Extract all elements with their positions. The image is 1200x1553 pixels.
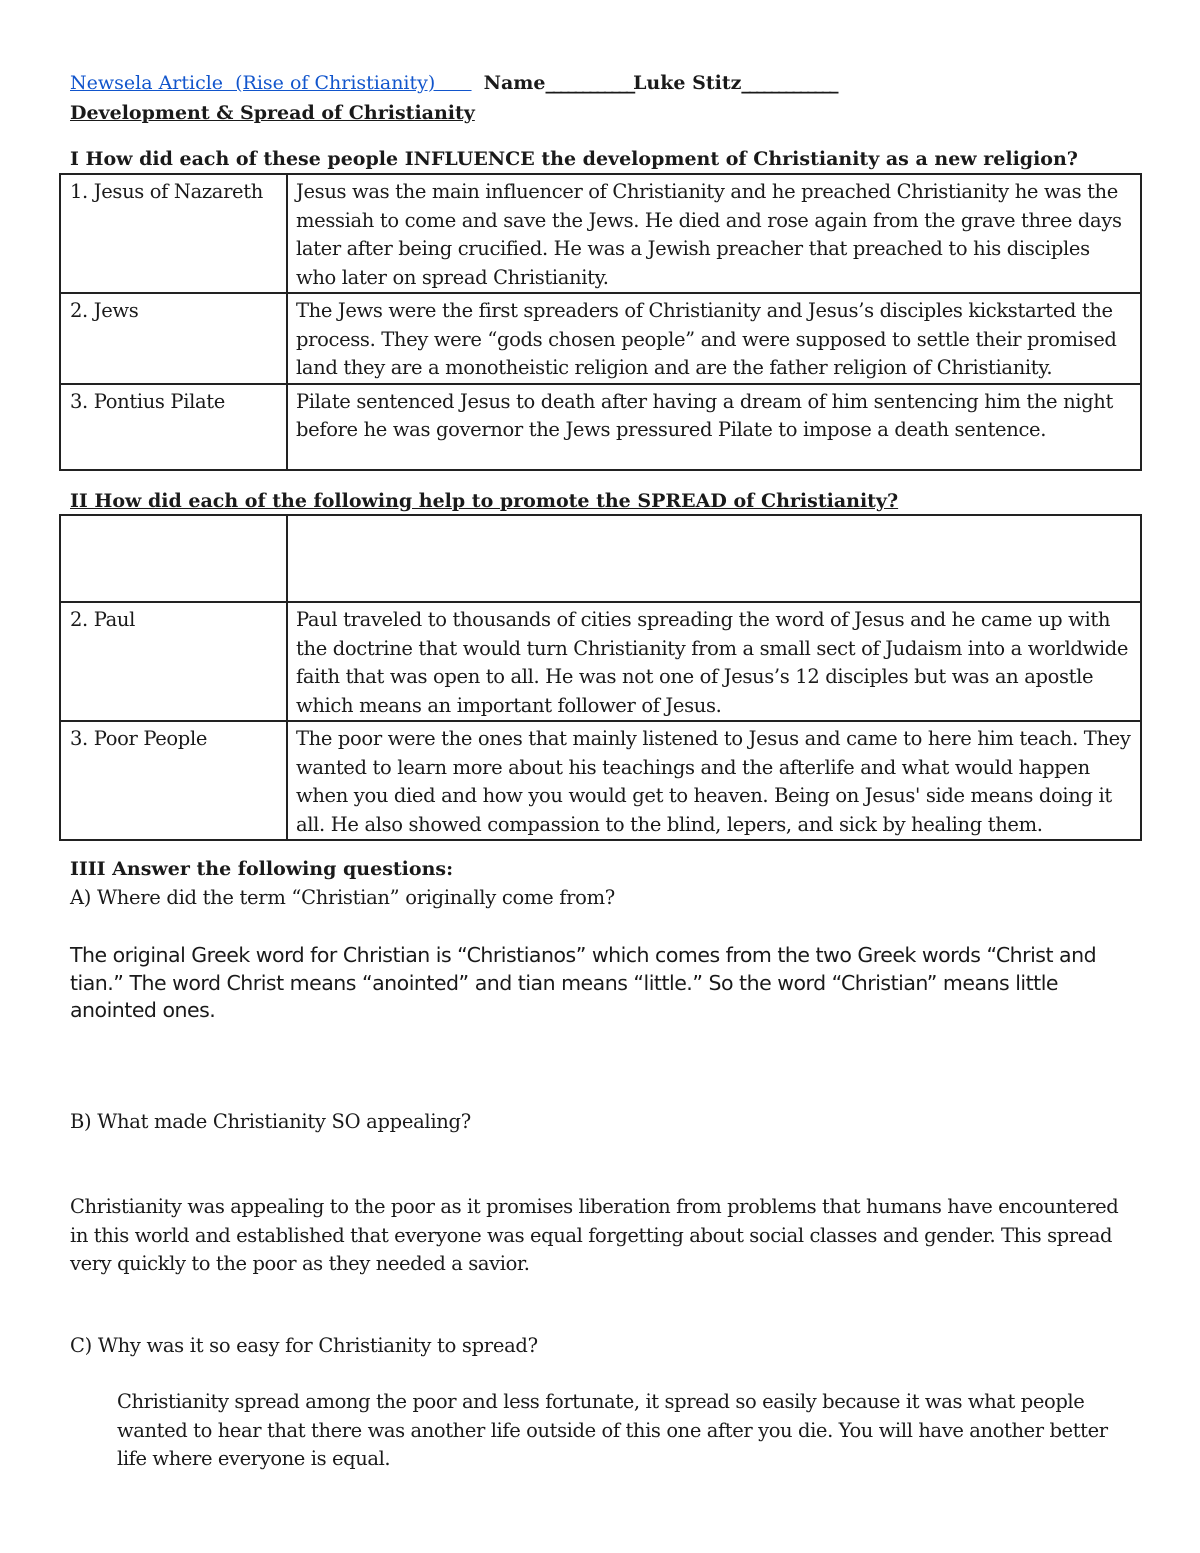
section1-heading: I How did each of these people INFLUENCE the development of Christianity as a new religion? xyxy=(70,148,1078,170)
row-label: 2. Paul xyxy=(60,602,287,721)
row-label: 3. Poor People xyxy=(60,721,287,840)
row-answer: Paul traveled to thousands of cities spreading the word of Jesus and he came up with the doctrine that would turn Christianity from a small sect of Judaism into a worldwide faith that was open to all. He was not one of Jesus’s 12 disciples but was an apostle which means an important follower of Jesus. xyxy=(287,602,1141,721)
name-blank-after: _____________ xyxy=(741,72,837,94)
answer-c: Christianity spread among the poor and less fortunate, it spread so easily because it was what people wanted to hear that there was another life outside of this one after you die. You will have another better life where everyone is equal. xyxy=(117,1390,1108,1470)
row-answer: Pilate sentenced Jesus to death after having a dream of him sentencing him the night before he was governor the Jews pressured Pilate to impose a death sentence. xyxy=(287,384,1141,470)
question-b: B) What made Christianity SO appealing? xyxy=(70,1110,471,1133)
spread-table xyxy=(59,514,1142,841)
table-row xyxy=(60,721,1141,840)
row-answer: The poor were the ones that mainly listened to Jesus and came to here him teach. They wanted to learn more about his teachings and the afterlife and what would happen when you died and how you would get to heaven. Being on Jesus' side means doing it all. He also showed compassion to the blind, lepers, and sick by healing them. xyxy=(287,721,1141,840)
row-answer: Jesus was the main influencer of Christianity and he preached Christianity he was the messiah to come and save the Jews. He died and rose again from the grave three days later after being crucified. He was a Jewish preacher that preached to his disciples who later on spread Christianity. xyxy=(287,174,1141,293)
question-c: C) Why was it so easy for Christianity to spread? xyxy=(70,1334,538,1357)
section3-heading: IIII Answer the following questions: xyxy=(70,858,454,880)
table-row xyxy=(60,384,1141,470)
header-line xyxy=(70,72,836,94)
table-row xyxy=(60,174,1141,293)
row-label: 1. Jesus of Nazareth xyxy=(60,174,287,293)
question-a: A) Where did the term “Christian” originally come from? xyxy=(70,886,615,909)
name-blank-before: ____________ xyxy=(545,72,634,94)
influence-table xyxy=(59,173,1142,471)
answer-a: The original Greek word for Christian is “Christianos” which comes from the two Greek words “Christ and tian.” The word Christ means “anointed” and tian means “little.” So the word “Christian” means little anointed ones. xyxy=(70,943,1097,1022)
table-row xyxy=(60,515,1141,602)
table-row xyxy=(60,293,1141,384)
row-label: 3. Pontius Pilate xyxy=(60,384,287,470)
article-link[interactable]: Newsela Article (Rise of Christianity) xyxy=(70,72,472,94)
row-answer: The Jews were the first spreaders of Christianity and Jesus’s disciples kickstarted the process. They were “gods chosen people” and were supposed to settle their promised land they are a monotheistic religion and are the father religion of Christianity. xyxy=(287,293,1141,384)
student-name: Luke Stitz xyxy=(633,72,742,94)
row-label xyxy=(60,515,287,602)
name-label: Name xyxy=(483,72,546,94)
table-row xyxy=(60,602,1141,721)
row-answer xyxy=(287,515,1141,602)
row-label: 2. Jews xyxy=(60,293,287,384)
worksheet-subtitle: Development & Spread of Christianity xyxy=(70,102,475,124)
answer-b: Christianity was appealing to the poor as it promises liberation from problems that humans have encountered in this world and established that everyone was equal forgetting about social classes and gender. This spread very quickly to the poor as they needed a savior. xyxy=(70,1195,1119,1275)
section2-heading: II How did each of the following help to promote the SPREAD of Christianity? xyxy=(70,490,899,512)
